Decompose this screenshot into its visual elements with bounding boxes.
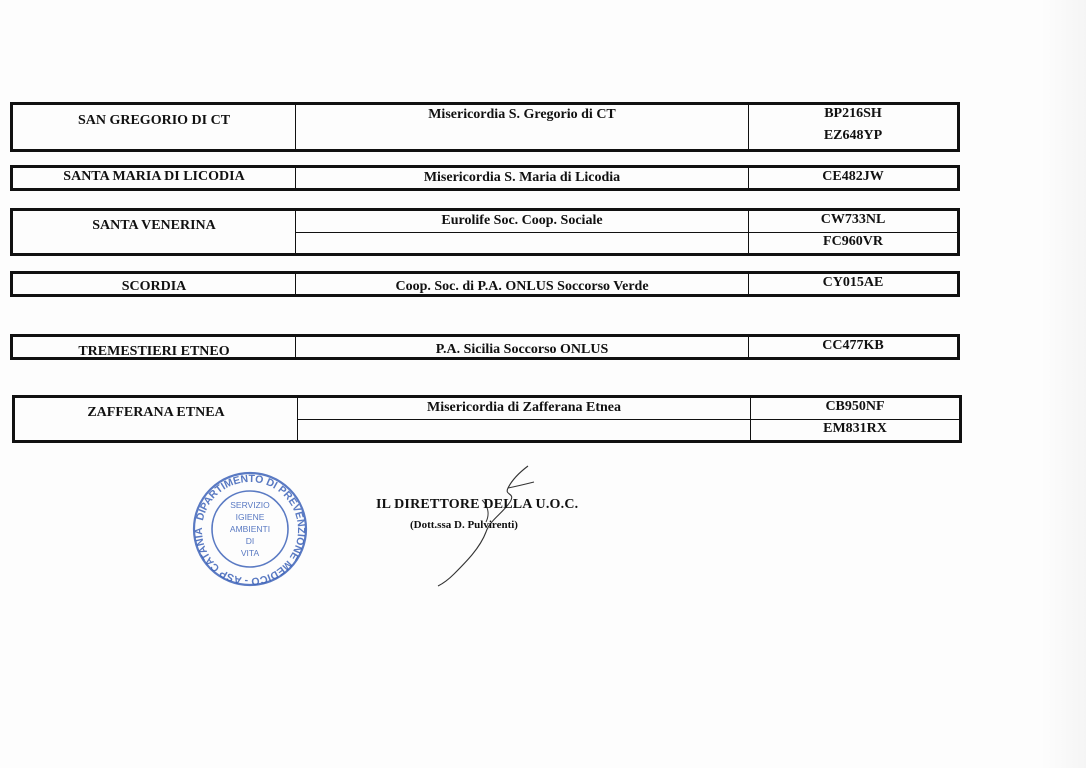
- municipality-cell: SAN GREGORIO DI CT: [13, 105, 296, 149]
- association-cell: [296, 337, 749, 360]
- municipality-cell: ZAFFERANA ETNEA: [15, 398, 298, 440]
- plates-cell: [749, 211, 957, 253]
- stamp-outer-text: DIPARTIMENTO DI PREVENZIONE MEDICO - ASP CATANIA: [192, 472, 308, 588]
- association-cell: [296, 168, 749, 188]
- association-cell: [298, 398, 751, 440]
- association-name: P.A. Sicilia Soccorso ONLUS: [435, 342, 609, 357]
- plate-number: FC960VR: [749, 232, 957, 254]
- stamp-inner-line: AMBIENTI: [229, 524, 271, 534]
- plate-number: EM831RX: [751, 419, 959, 441]
- association-name: Misericordia S. Gregorio di CT: [428, 107, 616, 122]
- stamp-inner-line: DI: [245, 536, 255, 546]
- plates-cell: [749, 168, 957, 188]
- plate-number: EZ648YP: [823, 128, 883, 143]
- plate-number: CW733NL: [820, 212, 886, 227]
- association-blank: [298, 419, 750, 441]
- municipality-cell: SCORDIA: [13, 274, 296, 295]
- association-name: Misericordia S. Maria di Licodia: [423, 170, 621, 185]
- plates-cell: [749, 105, 957, 149]
- table-row: [10, 102, 960, 152]
- municipality-cell: TREMESTIERI ETNEO: [13, 337, 296, 360]
- plate-number: CB950NF: [825, 399, 885, 414]
- plate-number: CC477KB: [822, 338, 884, 353]
- plates-cell: [749, 274, 957, 295]
- signer-title: IL DIRETTORE DELLA U.O.C.: [376, 497, 579, 512]
- table-row: [10, 208, 960, 256]
- stamp-inner-line: SERVIZIO: [230, 500, 270, 510]
- association-name: Coop. Soc. di P.A. ONLUS Soccorso Verde: [395, 279, 649, 294]
- signature-block: [376, 497, 578, 531]
- table-row: [10, 271, 960, 297]
- signer-name: (Dott.ssa D. Pulvirenti): [410, 519, 518, 531]
- plate-number: CY015AE: [822, 275, 884, 290]
- association-blank: [296, 232, 748, 254]
- stamp-inner-line: IGIENE: [235, 512, 265, 522]
- plate-number: BP216SH: [824, 106, 882, 121]
- association-name: Misericordia di Zafferana Etnea: [426, 400, 622, 415]
- association-name: Eurolife Soc. Coop. Sociale: [441, 213, 603, 228]
- municipality-cell: SANTA VENERINA: [13, 211, 296, 253]
- table-row: [10, 165, 960, 191]
- plates-cell: [749, 337, 957, 360]
- association-cell: [296, 211, 749, 253]
- table-row: [10, 334, 960, 360]
- stamp-inner-line: VITA: [240, 548, 260, 558]
- association-cell: [296, 274, 749, 295]
- plate-number: CE482JW: [822, 169, 884, 184]
- table-row: [12, 395, 962, 443]
- plates-cell: [751, 398, 959, 440]
- official-stamp: [190, 470, 310, 588]
- municipality-cell: SANTA MARIA DI LICODIA: [13, 168, 296, 188]
- association-cell: [296, 105, 749, 149]
